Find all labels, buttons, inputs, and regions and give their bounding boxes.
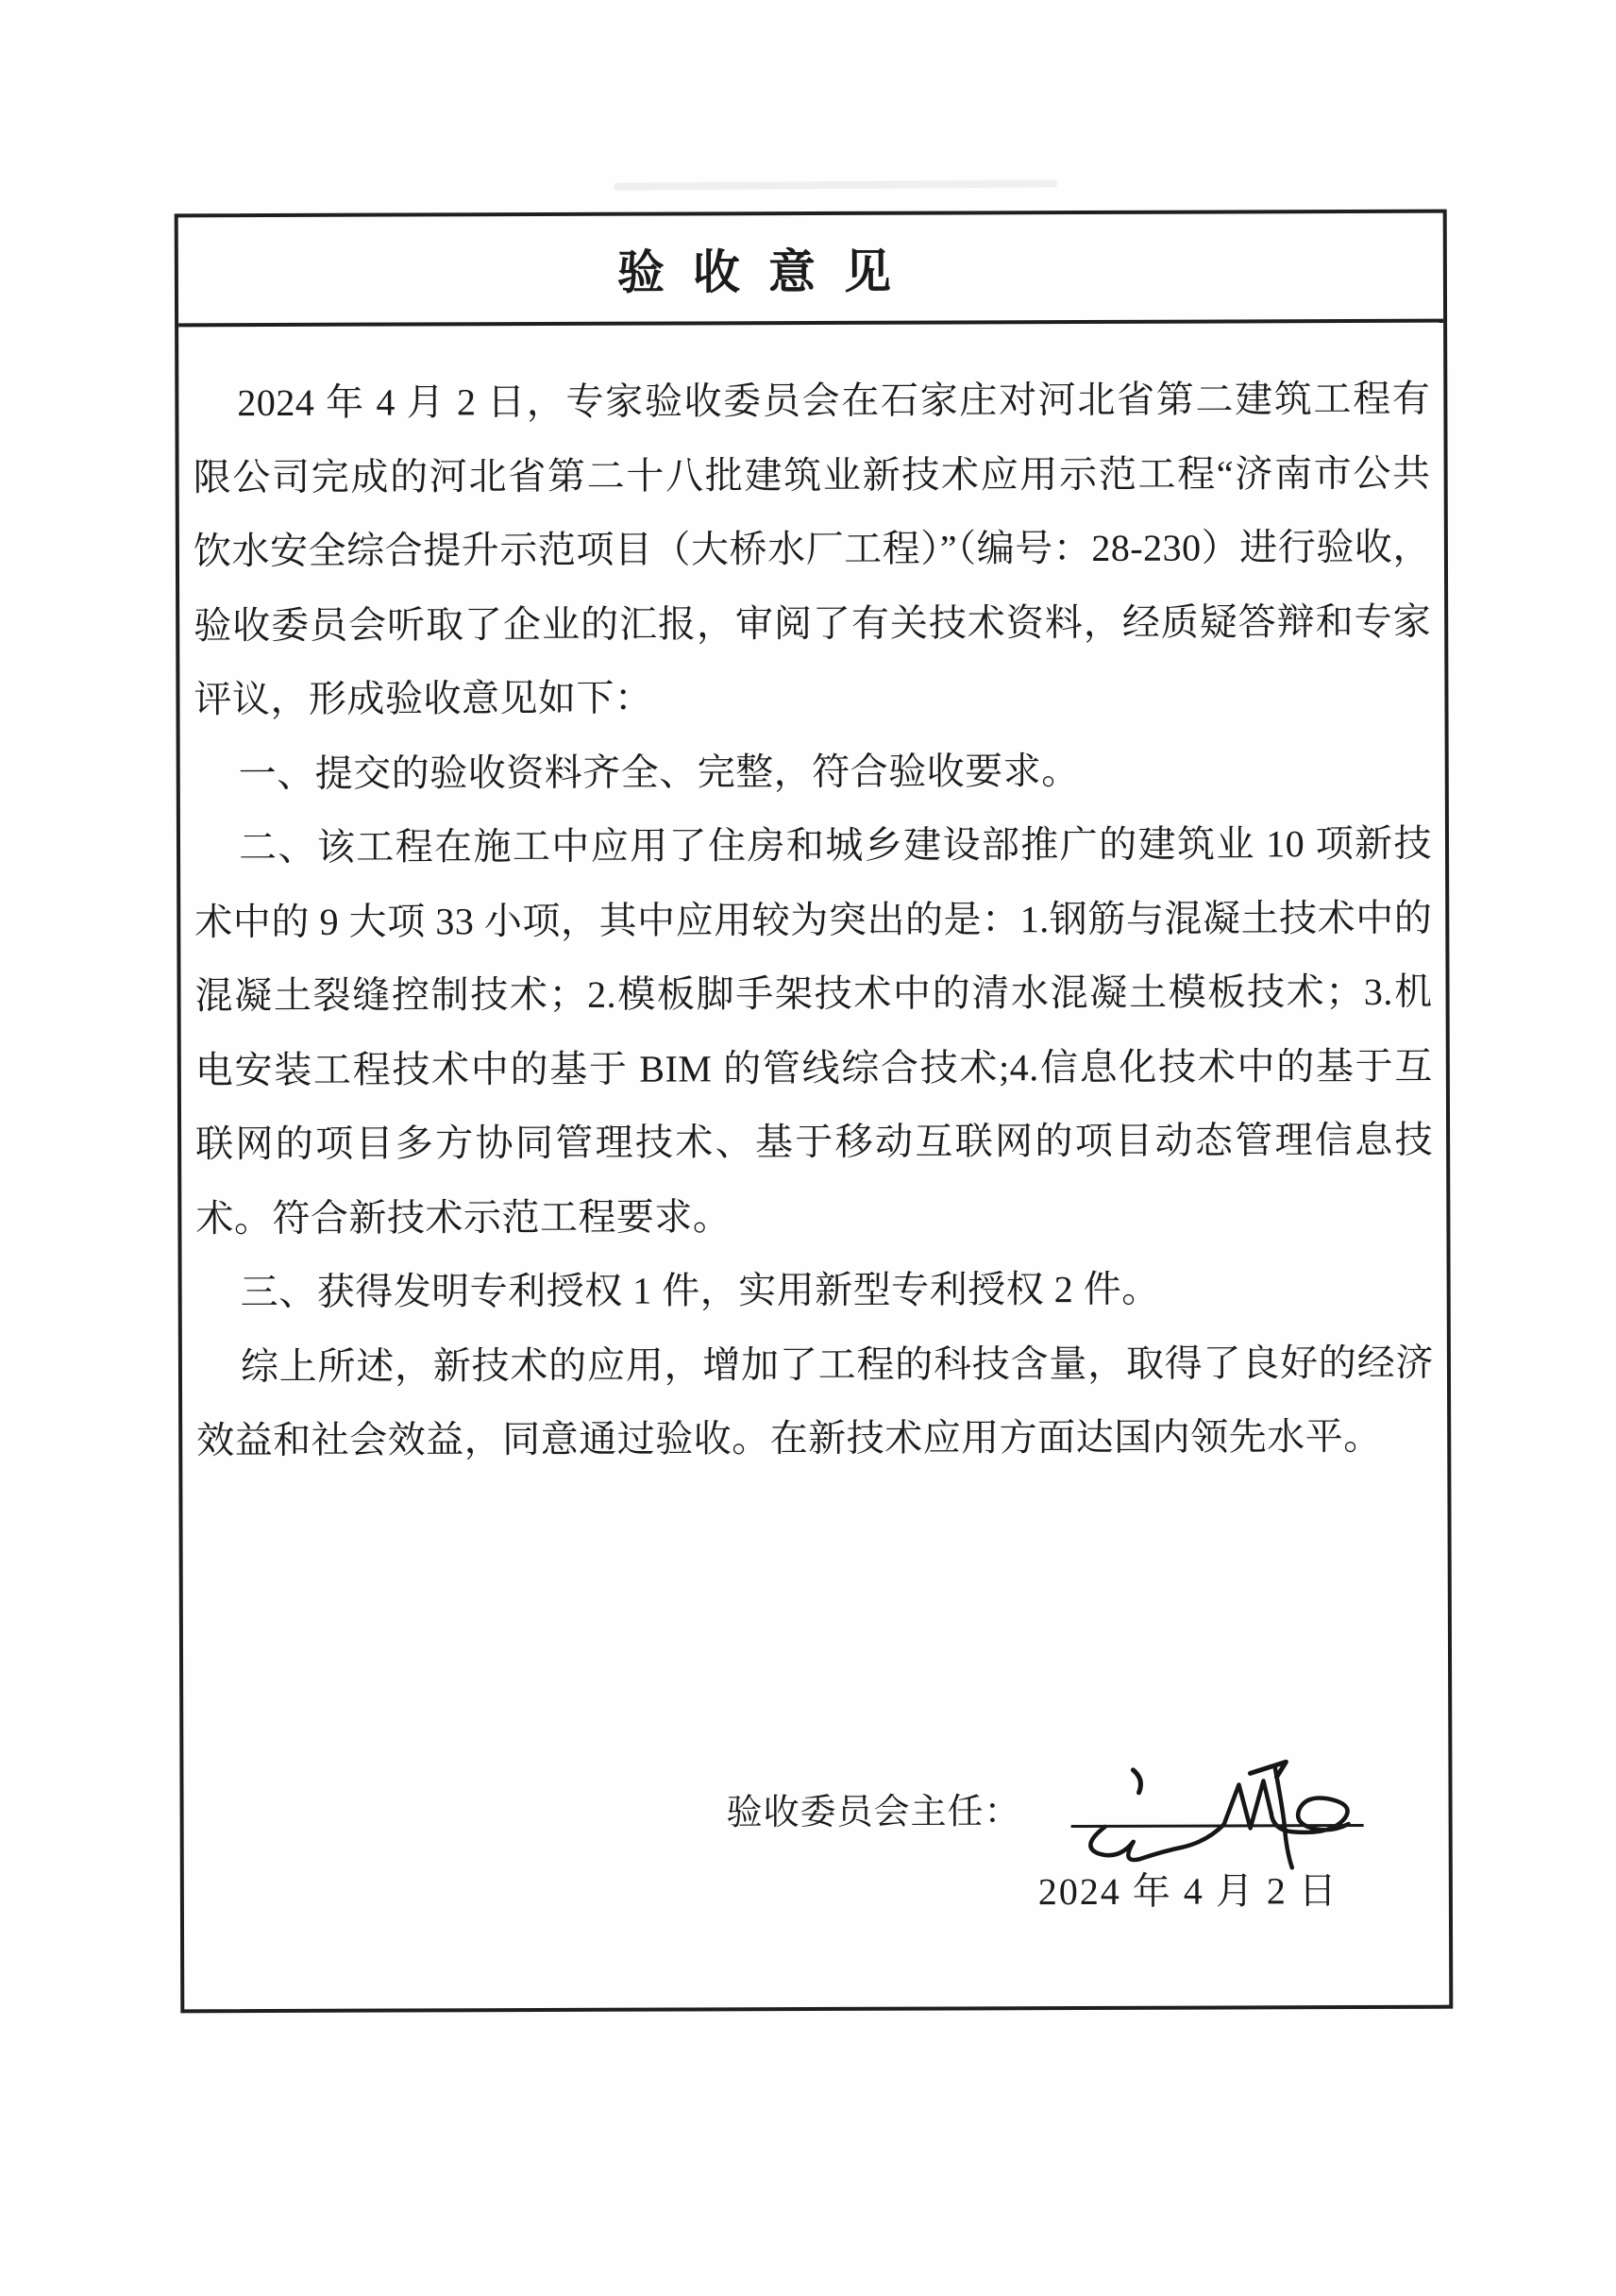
paragraph-item-3: 三、获得发明专利授权 1 件，实用新型专利授权 2 件。 xyxy=(240,1267,1160,1314)
document-title-bar xyxy=(178,213,1443,328)
paragraph-conclusion: 综上所述，新技术的应用，增加了工程的科技含量，取得了良好的经济效益和社会效益，同意通过验收。在新技术应用方面达国内领先水平。 xyxy=(196,1341,1435,1462)
acceptance-opinion-form xyxy=(175,210,1454,2014)
document-body xyxy=(178,323,1447,1478)
signature-date: 2024 年 4 月 2 日 xyxy=(1037,1869,1338,1914)
paragraph-intro: 2024 年 4 月 2 日，专家验收委员会在石家庄对河北省第二建筑工程有限公司完成的河北省第二十八批建筑业新技术应用示范工程“济南市公共饮水安全综合提升示范项目（大桥水厂工程）”（编号：28-230）进行验收，验收委员会听取了企业的汇报，审阅了有关技术资料，经质疑答辩和专家评议，形成验收意见如下： xyxy=(193,377,1432,721)
scan-artifact xyxy=(614,179,1057,190)
handwritten-signature xyxy=(1061,1752,1363,1876)
signature-label: 验收委员会主任： xyxy=(726,1792,1021,1833)
paragraph-item-2: 二、该工程在施工中应用了住房和城乡建设部推广的建筑业 10 项新技术中的 9 大项 33 小项，其中应用较为突出的是：1.钢筋与混凝土技术中的混凝土裂缝控制技术；2.模板脚手架技术中的清水混凝土模板技术；3.机电安装工程技术中的基于 BIM 的管线综合技术;4.信息化技术中的基于互联网的项目多方协同管理技术、基于移动互联网的项目动态管理信息技术。符合新技术示范工程要求。 xyxy=(194,821,1434,1240)
paragraph-item-1: 一、提交的验收资料齐全、完整，符合验收要求。 xyxy=(238,749,1080,795)
document-title: 验收意见 xyxy=(616,245,919,299)
